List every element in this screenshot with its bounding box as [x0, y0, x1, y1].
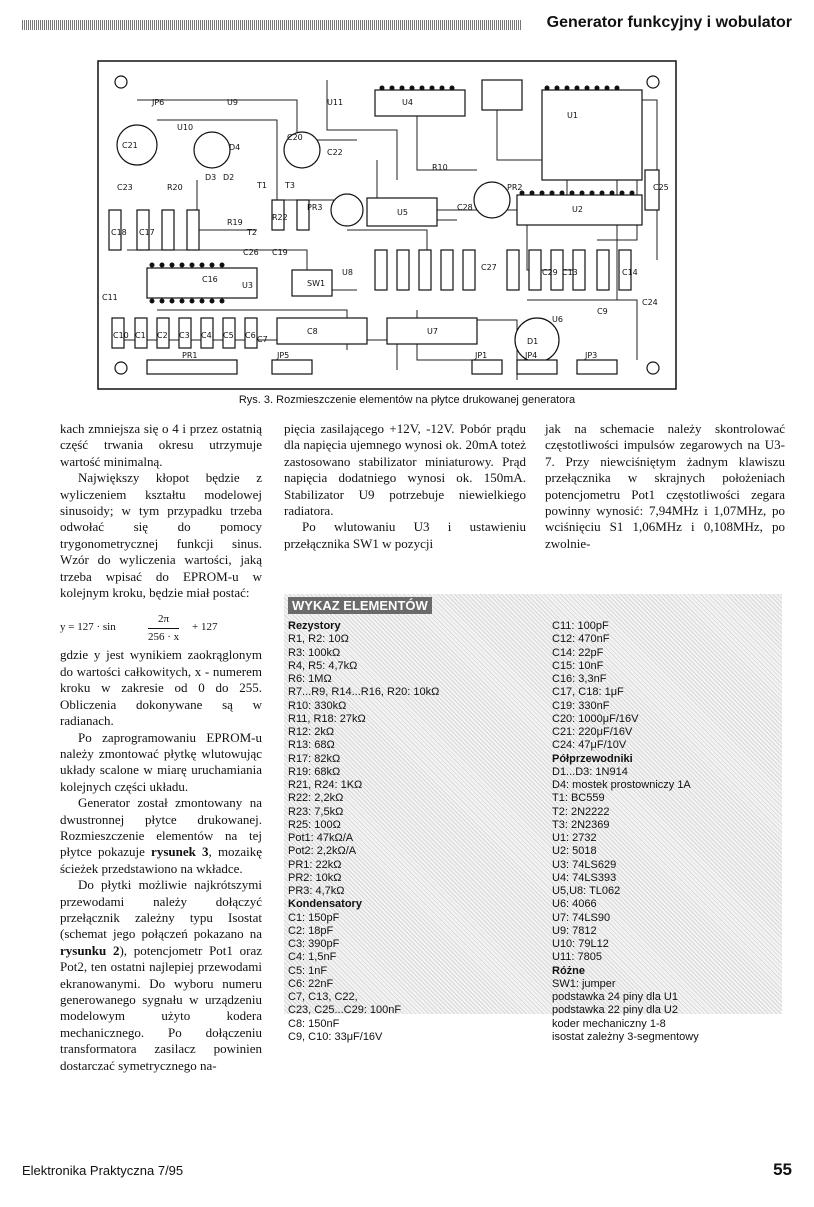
pcb-label: U6	[552, 315, 563, 324]
parts-list-item: C14: 22pF	[552, 646, 604, 659]
parts-list-item: R4, R5: 4,7kΩ	[288, 659, 358, 672]
pcb-label: U2	[572, 205, 583, 214]
parts-list-item: U7: 74LS90	[552, 911, 611, 924]
parts-list-item: koder mechaniczny 1-8	[552, 1017, 666, 1030]
pcb-label: R20	[167, 183, 183, 192]
parts-list-item: R7...R9, R14...R16, R20: 10kΩ	[288, 686, 440, 699]
pcb-label: C26	[243, 248, 259, 257]
pcb-label: U11	[327, 98, 344, 107]
pcb-label: C1	[135, 331, 146, 340]
figure-reference: rysunku 2	[60, 942, 120, 958]
parts-list-item: D4: mostek prostowniczy 1A	[552, 779, 691, 791]
parts-list-item: U11: 7805	[552, 951, 602, 964]
parts-list-item: C20: 1000μF/16V	[552, 712, 639, 725]
parts-list-item: podstawka 24 piny dla U1	[552, 991, 678, 1003]
paragraph: kach zmniejsza się o 4 i przez ostatnią część trwania okresu utrzymuje wartość minimalną.	[60, 421, 262, 469]
pcb-label: D1	[527, 337, 539, 346]
pcb-label: C8	[307, 327, 318, 336]
paragraph: Największy kłopot będzie z wyliczeniem kształtu modelowej sinusoidy; w tym przypadku trzeba odwołać się do pomocy trygonometrycznej funkcji sinus. Wzór do wyliczenia wartości, jaką trzeba wpisać do EPROM-u w kolejnym kroku, będzie miał postać:	[60, 470, 262, 601]
running-header: Generator funkcyjny i wobulator	[546, 14, 792, 31]
formula-left: y = 127 · sin	[60, 621, 116, 634]
paragraph: Po zaprogramowaniu EPROM-u należy zmontować płytkę wlutowując układy scalone w miarę uruchamiania kolejnych części układu.	[60, 729, 262, 794]
paragraph: Po wlutowaniu U3 i ustawieniu przełącznika SW1 w pozycji	[284, 519, 526, 551]
parts-list-item: C5: 1nF	[288, 964, 328, 977]
parts-list-item: PR3: 4,7kΩ	[288, 885, 345, 897]
parts-list-item: R19: 68kΩ	[288, 765, 341, 778]
formula-denominator: 256 · x	[148, 630, 180, 643]
parts-list-item: T2: 2N2222	[552, 805, 610, 818]
formula-numerator: 2π	[148, 611, 179, 628]
pcb-label: C20	[287, 133, 303, 142]
text-run: Generator został zmontowany na dwustronnej płytce drukowanej. Rozmieszczenie elementów na tej płytce pokazuje	[60, 795, 262, 860]
pcb-label: C21	[122, 141, 138, 150]
pcb-label: JP4	[525, 351, 538, 360]
text-run: ), potencjometr Pot1 oraz Pot2, ten ostatni najlepiej przewodami ekranowanymi. Do wyboru numeru generowanego sygnału w urządzeniu modelowym użyto kodera mechanicznego. Po dołączeniu transformatora zasilacz powinien dostarczać symetrycznego na-	[60, 942, 262, 1073]
pcb-label: C23	[117, 183, 133, 192]
pcb-label: T1	[257, 181, 267, 190]
sine-formula	[60, 611, 262, 641]
pcb-label: U7	[427, 327, 438, 336]
parts-list-item: U3: 74LS629	[552, 858, 617, 871]
parts-list-item: R21, R24: 1KΩ	[288, 779, 363, 791]
parts-list-item: U6: 4066	[552, 898, 597, 911]
pcb-label: C16	[202, 275, 218, 284]
pcb-label: PR3	[307, 203, 323, 212]
parts-list-item: U2: 5018	[552, 845, 597, 858]
parts-list-item: R25: 100Ω	[288, 818, 341, 831]
parts-list-item: C9, C10: 33μF/16V	[288, 1030, 383, 1043]
pcb-label: C25	[653, 183, 669, 192]
parts-list-item: SW1: jumper	[552, 977, 616, 990]
parts-list-item: U4: 74LS393	[552, 871, 617, 884]
pcb-label: JP6	[152, 98, 165, 107]
parts-list-item: podstawka 22 piny dla U2	[552, 1004, 678, 1017]
parts-list-item: R6: 1MΩ	[288, 673, 332, 685]
figure-reference: rysunek 3	[151, 844, 209, 860]
pcb-label: C6	[245, 331, 256, 340]
parts-list-item: T1: BC559	[552, 792, 605, 805]
parts-list-item: R11, R18: 27kΩ	[288, 712, 366, 725]
parts-list-item: C23, C25...C29: 100nF	[288, 1004, 402, 1017]
parts-list-right	[552, 620, 802, 1044]
pcb-label: PR1	[182, 351, 198, 360]
pcb-label: T3	[285, 181, 295, 190]
parts-list-item: C3: 390pF	[288, 938, 340, 950]
parts-list-left	[288, 620, 538, 1044]
pcb-label: C9	[597, 307, 608, 316]
pcb-label: C22	[327, 148, 343, 157]
pcb-label: C4	[201, 331, 212, 340]
parts-list-item: U1: 2732	[552, 832, 597, 844]
pcb-label: C24	[642, 298, 658, 307]
header-rule	[22, 20, 522, 30]
paragraph	[60, 877, 262, 1074]
parts-list-title: WYKAZ ELEMENTÓW	[288, 597, 432, 614]
parts-list-item: R23: 7,5kΩ	[288, 805, 344, 818]
pcb-label: C3	[179, 331, 190, 340]
formula-fraction	[148, 611, 179, 645]
pcb-label: C13	[562, 268, 578, 277]
pcb-label: C5	[223, 331, 234, 340]
pcb-label: R22	[272, 213, 288, 222]
parts-list-heading: Półprzewodniki	[552, 752, 633, 765]
parts-list-heading: Kondensatory	[288, 898, 362, 911]
parts-list-item: C4: 1,5nF	[288, 951, 337, 964]
pcb-label: JP5	[277, 351, 290, 360]
pcb-label: PR2	[507, 183, 523, 192]
pcb-label: C11	[102, 293, 118, 302]
parts-list-item: PR2: 10kΩ	[288, 871, 342, 884]
parts-list-item: C19: 330nF	[552, 699, 610, 712]
parts-list-item: T3: 2N2369	[552, 818, 610, 831]
parts-list-item: C24: 47μF/10V	[552, 739, 627, 752]
pcb-label: C7	[257, 335, 268, 344]
parts-list-item: PR1: 22kΩ	[288, 858, 342, 871]
pcb-label: C18	[111, 228, 127, 237]
parts-list-item: R22: 2,2kΩ	[288, 792, 344, 805]
parts-list-item: C11: 100pF	[552, 620, 609, 632]
parts-list-heading: Różne	[552, 964, 585, 977]
footer-publication: Elektronika Praktyczna 7/95	[22, 1163, 184, 1178]
pcb-label: C14	[622, 268, 638, 277]
text-column-3	[545, 421, 785, 552]
paragraph	[60, 795, 262, 877]
pcb-label: D4	[229, 143, 241, 152]
pcb-label: JP3	[585, 351, 598, 360]
parts-list-item: C21: 220μF/16V	[552, 726, 633, 738]
figure-caption: Rys. 3. Rozmieszczenie elementów na płytce drukowanej generatora	[238, 394, 576, 406]
text-column-1	[60, 421, 262, 1074]
pcb-label: C17	[139, 228, 155, 237]
parts-list-item: Pot1: 47kΩ/A	[288, 832, 354, 844]
pcb-label: D3	[205, 173, 217, 182]
parts-list-item: D1...D3: 1N914	[552, 765, 628, 778]
parts-list-item: isostat zależny 3-segmentowy	[552, 1030, 699, 1043]
pcb-label: C29	[542, 268, 558, 277]
parts-list-item: C7, C13, C22,	[288, 991, 358, 1003]
parts-list-item: R17: 82kΩ	[288, 752, 341, 765]
parts-list-box	[284, 594, 782, 1043]
parts-list-item: C2: 18pF	[288, 924, 334, 937]
parts-list-item: U9: 7812	[552, 924, 597, 937]
pcb-label: U5	[397, 208, 408, 217]
pcb-label: C2	[157, 331, 168, 340]
parts-list-item: U10: 79L12	[552, 938, 609, 950]
pcb-layout-figure	[97, 60, 677, 390]
text-run: , mozaikę ścieżek przedstawiono na wkładce.	[60, 844, 262, 876]
paragraph: gdzie y jest wynikiem zaokrąglonym do wartości całkowitych, x - numerem kroku w zakresie od 0 do 255. Obliczenia dokonywane są w radianach.	[60, 647, 262, 729]
pcb-label: T2	[247, 228, 257, 237]
parts-list-item: C16: 3,3nF	[552, 673, 607, 685]
pcb-label: U1	[567, 111, 578, 120]
pcb-label: C10	[113, 331, 129, 340]
pcb-label: JP1	[475, 351, 488, 360]
pcb-label: C19	[272, 248, 288, 257]
parts-list-item: R13: 68Ω	[288, 739, 335, 752]
parts-list-item: C6: 22nF	[288, 977, 334, 990]
text-column-2	[284, 421, 526, 552]
pcb-label: U4	[402, 98, 413, 107]
page-number: 55	[773, 1160, 792, 1179]
parts-list-item: R10: 330kΩ	[288, 699, 347, 712]
formula-right: + 127	[192, 621, 218, 634]
pcb-label: C28	[457, 203, 473, 212]
pcb-label: C27	[481, 263, 497, 272]
pcb-label: R10	[432, 163, 448, 172]
pcb-label: SW1	[307, 279, 326, 288]
parts-list-item: C17, C18: 1μF	[552, 686, 624, 699]
pcb-label: U9	[227, 98, 238, 107]
pcb-label: U8	[342, 268, 353, 277]
pcb-label: U10	[177, 123, 194, 132]
parts-list-item: C8: 150nF	[288, 1017, 340, 1030]
parts-list-item: Pot2: 2,2kΩ/A	[288, 845, 357, 858]
parts-list-item: R3: 100kΩ	[288, 646, 341, 659]
parts-list-item: C12: 470nF	[552, 633, 610, 646]
text-run: Do płytki możliwie najkrótszymi przewodami należy dołączyć przełącznik zależny typu Isostat (schemat jego połączeń pokazano na	[60, 877, 262, 942]
parts-list-item: C1: 150pF	[288, 911, 340, 924]
parts-list-item: R1, R2: 10Ω	[288, 633, 349, 646]
pcb-label: R19	[227, 218, 243, 227]
parts-list-heading: Rezystory	[288, 620, 341, 632]
parts-list-item: C15: 10nF	[552, 659, 604, 672]
pcb-label: U3	[242, 281, 253, 290]
parts-list-item: U5,U8: TL062	[552, 885, 621, 897]
parts-list-item: R12: 2kΩ	[288, 726, 335, 738]
paragraph: pięcia zasilającego +12V, -12V. Pobór prądu dla napięcia ujemnego wynosi ok. 20mA toteż zastosowano stabilizator miniaturowy. Prąd napięcia dodatniego wynosi ok. 150mA. Stabilizator U9 potrzebuje niewielkiego radiatora.	[284, 421, 526, 519]
pcb-label: D2	[223, 173, 235, 182]
paragraph: jak na schemacie należy skontrolować częstotliwości impulsów zegarowych na U3-7. Przy niewciśniętym żadnym klawiszu przełącznika w skrajnych położeniach potencjometru Pot1 częstotliwości zegara powinny wynosić: 7,94MHz i 1,07MHz, po wciśnięciu S1 1,06MHz i 0,108MHz, po zwolnie-	[545, 421, 785, 551]
